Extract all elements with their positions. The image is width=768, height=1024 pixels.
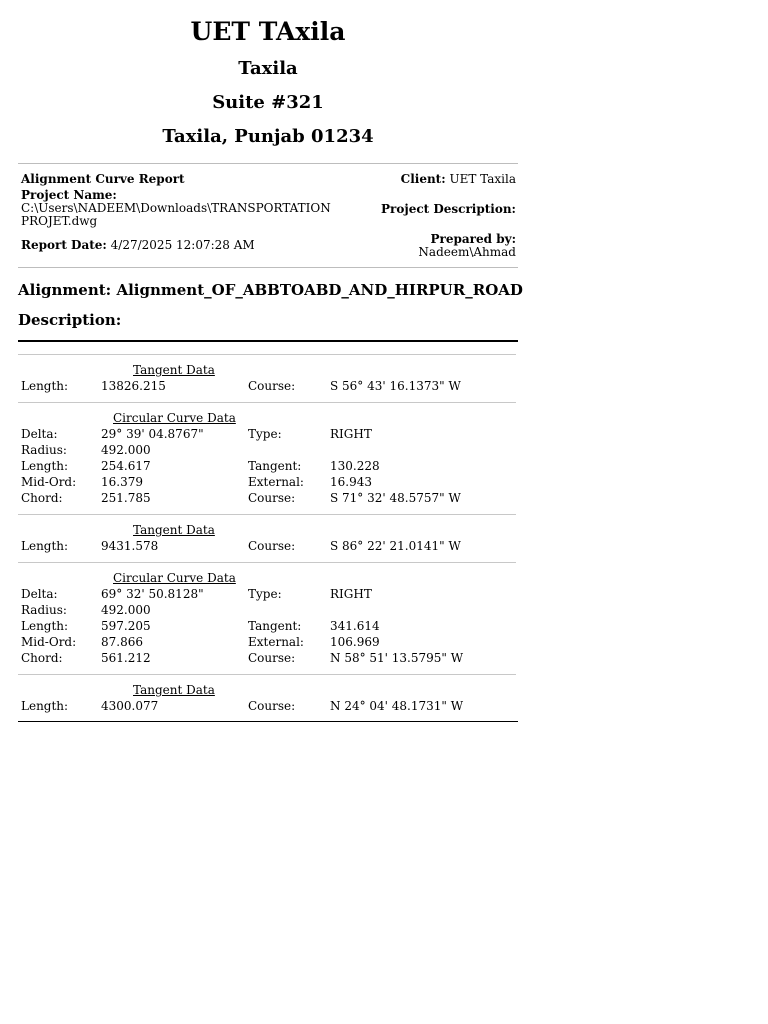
row-label-2: Course: [248, 491, 296, 505]
alignment-label: Alignment: [18, 281, 112, 299]
row-value-2: 130.228 [330, 459, 380, 473]
row-label: Delta: [21, 427, 58, 441]
row-label-2: Course: [248, 379, 296, 393]
row-label: Length: [21, 459, 69, 473]
row-label-2: Course: [248, 539, 296, 553]
section-title: Tangent Data [133, 523, 215, 537]
row-value: 254.617 [101, 459, 151, 473]
row-label: Length: [21, 699, 69, 713]
row-value-2: 16.943 [330, 475, 372, 489]
row-label: Delta: [21, 587, 58, 601]
row-label: Length: [21, 379, 69, 393]
row-value-2: N 58° 51' 13.5795" W [330, 651, 464, 665]
row-label-2: Course: [248, 651, 296, 665]
row-value: 492.000 [101, 603, 151, 617]
alignment-divider [18, 340, 518, 342]
alignment-name: Alignment_OF_ABBTOABD_AND_HIRPUR_ROAD [116, 281, 523, 299]
org-title: UET TAxila [190, 17, 346, 46]
row-value: 251.785 [101, 491, 151, 505]
row-label: Radius: [21, 603, 67, 617]
row-label: Radius: [21, 443, 67, 457]
row-value-2: S 56° 43' 16.1373" W [330, 379, 461, 393]
row-label: Chord: [21, 491, 63, 505]
prepared-by-value: Nadeem\Ahmad [418, 245, 516, 259]
row-value: 13826.215 [101, 379, 166, 393]
row-value-2: RIGHT [330, 587, 372, 601]
row-label-2: Course: [248, 699, 296, 713]
report-date [21, 239, 255, 252]
row-value-2: N 24° 04' 48.1731" W [330, 699, 464, 713]
section-divider [18, 402, 516, 403]
row-label-2: External: [248, 635, 304, 649]
section-title: Circular Curve Data [113, 411, 236, 425]
project-description-label: Project Description: [381, 202, 516, 216]
row-label-2: External: [248, 475, 304, 489]
row-value: 4300.077 [101, 699, 159, 713]
section-divider [18, 562, 516, 563]
row-label: Length: [21, 619, 69, 633]
row-label-2: Tangent: [248, 459, 302, 473]
city-heading: Taxila [238, 58, 298, 79]
row-value-2: 106.969 [330, 635, 380, 649]
row-value-2: S 86° 22' 21.0141" W [330, 539, 461, 553]
address-heading: Taxila, Punjab 01234 [162, 126, 374, 147]
report-date-value: 4/27/2025 12:07:28 AM [110, 238, 255, 252]
row-value: 16.379 [101, 475, 143, 489]
description-label: Description: [18, 311, 122, 329]
project-description [318, 203, 516, 216]
row-value: 29° 39' 04.8767" [101, 427, 204, 441]
row-label-2: Tangent: [248, 619, 302, 633]
prepared-by [318, 233, 516, 259]
report-type-label: Alignment Curve Report [21, 172, 185, 186]
row-label-2: Type: [248, 587, 282, 601]
row-value-2: S 71° 32' 48.5757" W [330, 491, 461, 505]
row-value: 561.212 [101, 651, 151, 665]
row-label: Length: [21, 539, 69, 553]
row-value: 87.866 [101, 635, 143, 649]
row-label: Mid-Ord: [21, 475, 77, 489]
section-divider [18, 514, 516, 515]
row-value-2: 341.614 [330, 619, 380, 633]
header-divider-top [18, 163, 518, 164]
row-label: Chord: [21, 651, 63, 665]
project-name-line2: PROJET.dwg [21, 214, 98, 228]
row-value: 597.205 [101, 619, 151, 633]
table-top-divider [18, 354, 516, 355]
prepared-by-label: Prepared by: [430, 232, 516, 246]
suite-heading: Suite #321 [212, 92, 324, 113]
row-value: 492.000 [101, 443, 151, 457]
project-name [21, 189, 331, 228]
report-date-label: Report Date: [21, 238, 107, 252]
client-value: UET Taxila [449, 172, 516, 186]
header-divider-bottom [18, 267, 518, 268]
section-title: Tangent Data [133, 363, 215, 377]
row-value-2: RIGHT [330, 427, 372, 441]
row-value: 69° 32' 50.8128" [101, 587, 204, 601]
row-label-2: Type: [248, 427, 282, 441]
section-title: Circular Curve Data [113, 571, 236, 585]
section-title: Tangent Data [133, 683, 215, 697]
section-divider [18, 674, 516, 675]
row-label: Mid-Ord: [21, 635, 77, 649]
project-name-label: Project Name: [21, 188, 117, 202]
client-label: Client: [400, 172, 446, 186]
row-value: 9431.578 [101, 539, 159, 553]
alignment-title [18, 280, 523, 300]
project-name-line1: C:\Users\NADEEM\Downloads\TRANSPORTATION [21, 201, 331, 215]
table-bottom-divider [18, 721, 518, 722]
client [318, 173, 516, 186]
